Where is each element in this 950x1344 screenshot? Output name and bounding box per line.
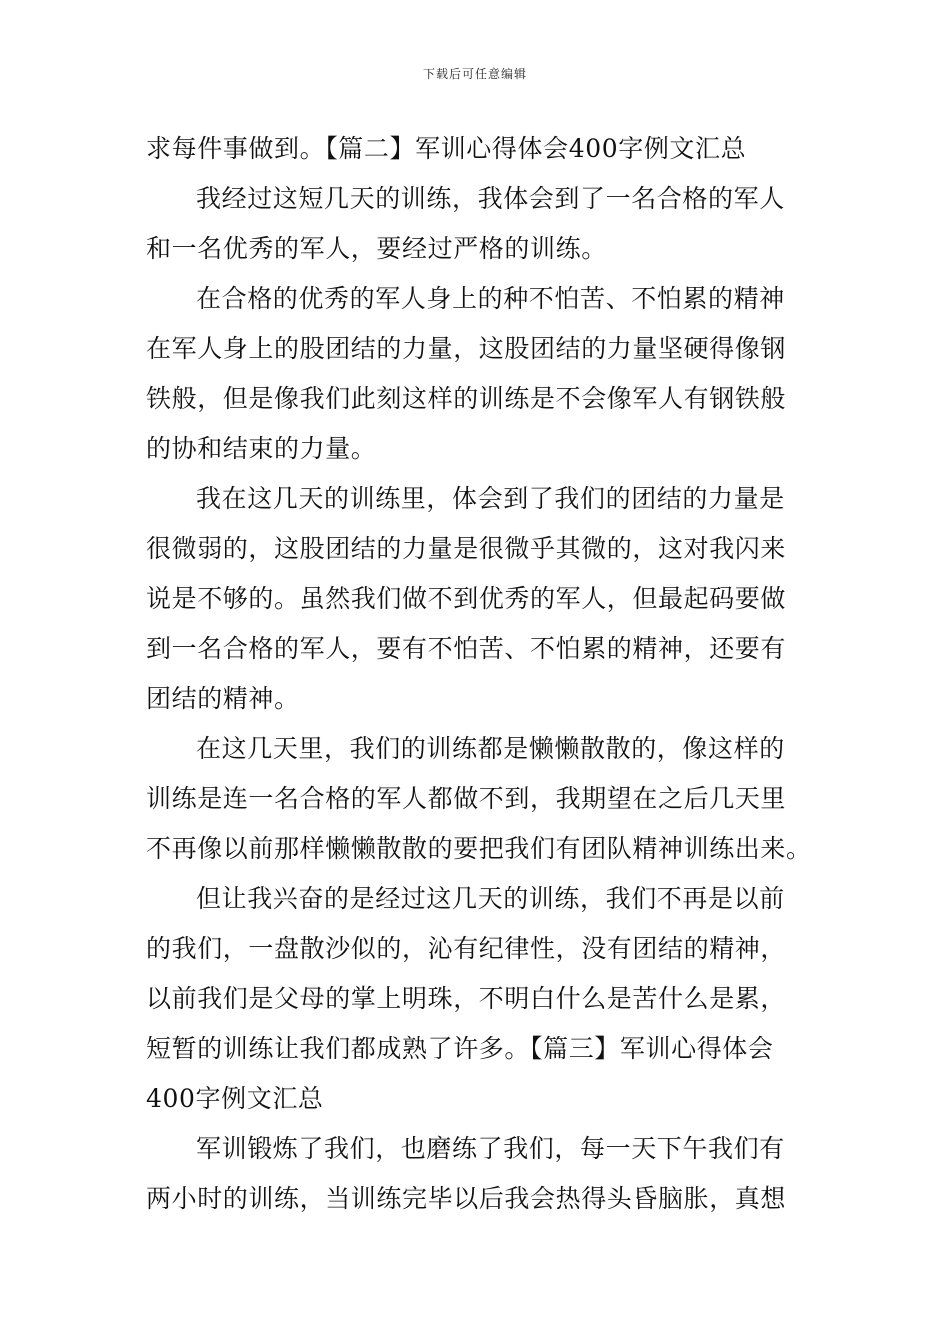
text-line: 说是不够的。虽然我们做不到优秀的军人，但最起码要做 xyxy=(146,584,787,613)
document-body xyxy=(146,124,812,1224)
text-line: 铁般，但是像我们此刻这样的训练是不会像军人有钢铁般 xyxy=(146,384,787,413)
text-line: 但让我兴奋的是经过这几天的训练，我们不再是以前 xyxy=(196,884,785,913)
text-line: 两小时的训练，当训练完毕以后我会热得头昏脑胀，真想 xyxy=(146,1184,787,1213)
text-line: 在军人身上的股团结的力量，这股团结的力量坚硬得像钢 xyxy=(146,334,787,363)
text-line: 在合格的优秀的军人身上的种不怕苦、不怕累的精神 xyxy=(196,284,785,313)
text-line: 团结的精神。 xyxy=(146,684,300,713)
text-line: 的协和结束的力量。 xyxy=(146,434,377,463)
text-line: 在这几天里，我们的训练都是懒懒散散的，像这样的 xyxy=(196,734,785,763)
text-line: 的我们，一盘散沙似的，沁有纪律性，没有团结的精神， xyxy=(146,934,787,963)
text-line: 军训锻炼了我们，也磨练了我们，每一天下午我们有 xyxy=(196,1134,785,1163)
text-line: 我经过这短几天的训练，我体会到了一名合格的军人 xyxy=(196,184,785,213)
text-line: 以前我们是父母的掌上明珠，不明白什么是苦什么是累， xyxy=(146,984,787,1013)
text-line: 不再像以前那样懒懒散散的要把我们有团队精神训练出来。 xyxy=(146,834,812,863)
text-line: 和一名优秀的军人，要经过严格的训练。 xyxy=(146,234,607,263)
text-line: 短暂的训练让我们都成熟了许多。【篇三】军训心得体会 xyxy=(146,1034,774,1063)
text-line: 求每件事做到。【篇二】军训心得体会400字例文汇总 xyxy=(146,134,747,163)
text-line: 训练是连一名合格的军人都做不到，我期望在之后几天里 xyxy=(146,784,787,813)
text-line: 到一名合格的军人，要有不怕苦、不怕累的精神，还要有 xyxy=(146,634,787,663)
page-header: 下载后可任意编辑 xyxy=(422,67,527,81)
text-line: 400字例文汇总 xyxy=(146,1084,324,1113)
text-line: 很微弱的，这股团结的力量是很微乎其微的，这对我闪来 xyxy=(146,534,787,563)
text-line: 我在这几天的训练里，体会到了我们的团结的力量是 xyxy=(196,484,785,513)
